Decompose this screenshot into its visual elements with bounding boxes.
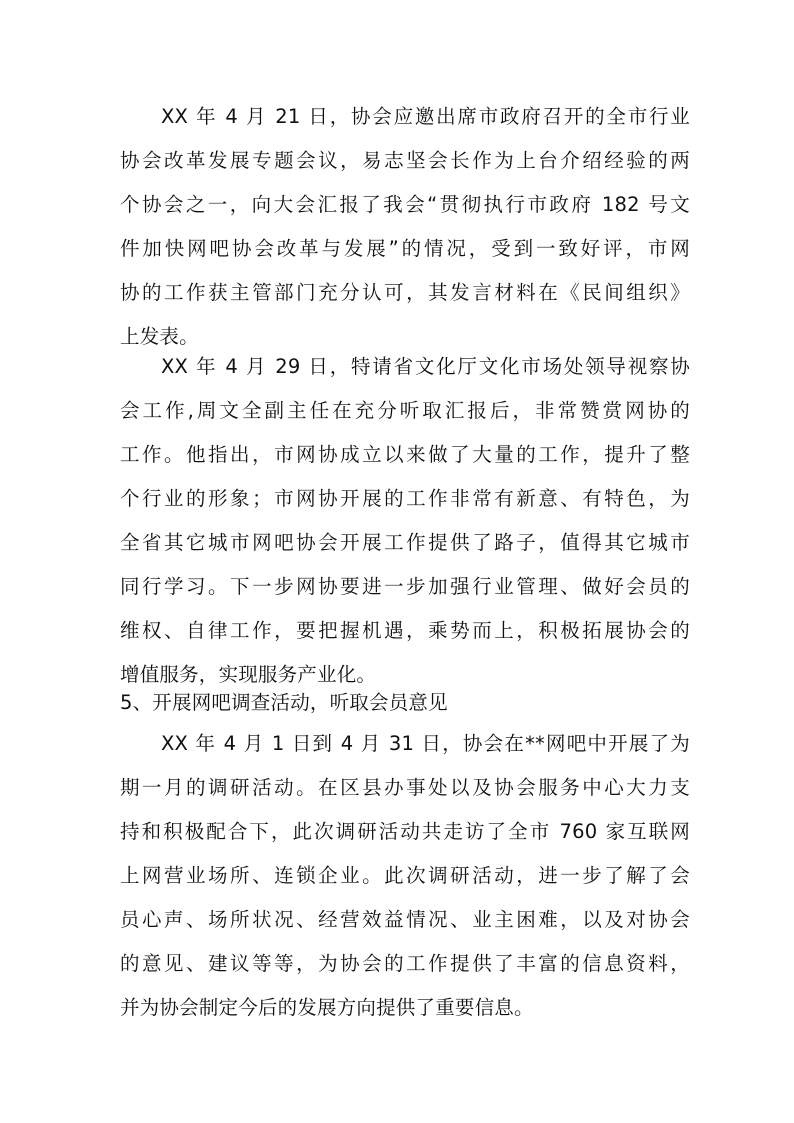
text-line: 协的工作获主管部门充分认可，其发言材料在《民间组织》 — [120, 281, 690, 304]
paragraph-association-meeting — [120, 95, 690, 359]
text-line: 上网营业场所、连锁企业。此次调研活动，进一步了解了会 — [120, 864, 690, 887]
text-line: 期一月的调研活动。在区县办事处以及协会服务中心大力支 — [120, 776, 690, 799]
text-line: 的意见、建议等等，为协会的工作提供了丰富的信息资料， — [120, 952, 690, 975]
text-line: 全省其它城市网吧协会开展工作提供了路子，值得其它城市 — [120, 531, 690, 554]
text-line: 个协会之一，向大会汇报了我会“贯彻执行市政府 182 号文 — [120, 193, 690, 216]
text-line: 会工作,周文全副主任在充分听取汇报后，非常赞赏网协的 — [120, 399, 690, 422]
text-line: 件加快网吧协会改革与发展”的情况，受到一致好评，市网 — [120, 237, 690, 260]
text-line: 员心声、场所状况、经营效益情况、业主困难，以及对协会 — [120, 908, 690, 931]
text-line: XX 年 4 月 1 日到 4 月 31 日，协会在**网吧中开展了为 — [161, 732, 690, 755]
text-line: 协会改革发展专题会议，易志坚会长作为上台介绍经验的两 — [120, 149, 690, 172]
text-line: 持和积极配合下，此次调研活动共走访了全市 760 家互联网 — [120, 820, 690, 843]
text-line: 维权、自律工作，要把握机遇，乘势而上，积极拓展协会的 — [120, 619, 690, 642]
text-line: 个行业的形象；市网协开展的工作非常有新意、有特色，为 — [120, 487, 690, 510]
text-line: 上发表。 — [120, 325, 199, 348]
section-heading-text: 5、开展网吧调查活动，听取会员意见 — [120, 691, 448, 714]
text-line: 同行学习。下一步网协要进一步加强行业管理、做好会员的 — [120, 575, 690, 598]
text-line: 增值服务，实现服务产业化。 — [120, 663, 377, 686]
paragraph-provincial-inspection — [120, 345, 690, 697]
text-line: 工作。他指出，市网协成立以来做了大量的工作，提升了整 — [120, 443, 690, 466]
text-line: XX 年 4 月 29 日，特请省文化厅文化市场处领导视察协 — [161, 355, 690, 378]
paragraph-survey-activity — [120, 722, 690, 1030]
text-line: 并为协会制定今后的发展方向提供了重要信息。 — [120, 996, 534, 1019]
text-line: XX 年 4 月 21 日，协会应邀出席市政府召开的全市行业 — [161, 105, 690, 128]
section-heading — [120, 681, 690, 725]
